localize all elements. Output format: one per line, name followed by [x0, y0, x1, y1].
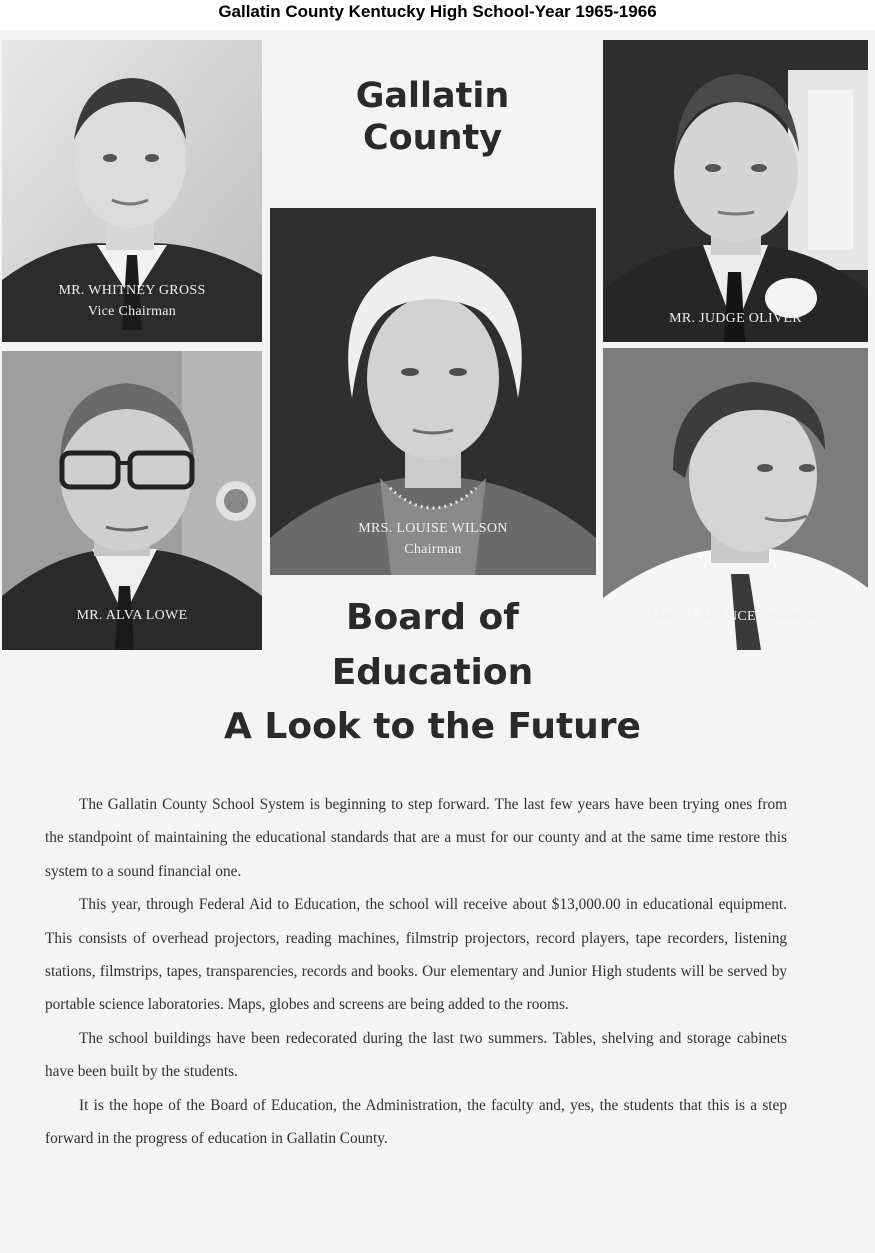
portrait-judge-oliver [603, 40, 868, 342]
portrait-photo-icon [603, 348, 868, 650]
article-paragraph: The school buildings have been redecorated during the last two summers. Tables, shelving and storage cabinets have been built by the students. [45, 1029, 787, 1081]
portrait-alva-lowe [2, 351, 262, 650]
board-heading-line2: Education [331, 652, 534, 693]
subtitle: A Look to the Future [224, 706, 641, 747]
page-title: Gallatin County Kentucky High School-Year 1965-1966 [218, 2, 657, 21]
portrait-name: MR. JUDGE OLIVER [669, 311, 802, 326]
article-paragraph: It is the hope of the Board of Education, the Administration, the faculty and, yes, the students that this is a step forward in the progress of education in Gallatin County. [45, 1096, 787, 1148]
portrait-name: MR. ALVA LOWE [76, 608, 188, 623]
portrait-whitney-gross [2, 40, 262, 342]
portrait-louise-wilson [270, 208, 596, 575]
county-heading [300, 75, 565, 159]
portrait-photo-icon [603, 40, 868, 342]
portrait-role: Vice Chairman [87, 304, 177, 319]
article-paragraph: This year, through Federal Aid to Education, the school will receive about $13,000.00 in educational equipment. This consists of overhead projectors, reading machines, filmstrip projectors, record players, tape recorders, listening stations, filmstrips, tapes, transparencies, records and books. Our elementary and Junior High students will be served by portable science laboratories. Maps, globes and screens are being added to the rooms. [45, 896, 787, 1014]
board-heading-line1: Board of [346, 597, 519, 638]
portrait-name: MRS. LOUISE WILSON [358, 521, 508, 536]
portrait-name: MR. WHITNEY GROSS [58, 283, 206, 298]
article-paragraph: The Gallatin County School System is beginning to step forward. The last few years have been trying ones from the standpoint of maintaining the educational standards that are a must for our county and at the same time restore this system to a sound financial one. [45, 796, 787, 880]
board-heading [290, 590, 575, 700]
portrait-role: Chairman [404, 542, 462, 557]
yearbook-page [0, 30, 875, 1253]
portrait-clarence-swango [603, 348, 868, 650]
article-body [45, 788, 787, 1155]
county-heading-line2: County [362, 118, 503, 158]
county-heading-line1: Gallatin [355, 76, 510, 116]
portrait-name: MR. CLARENCE SWANGO [649, 609, 822, 624]
